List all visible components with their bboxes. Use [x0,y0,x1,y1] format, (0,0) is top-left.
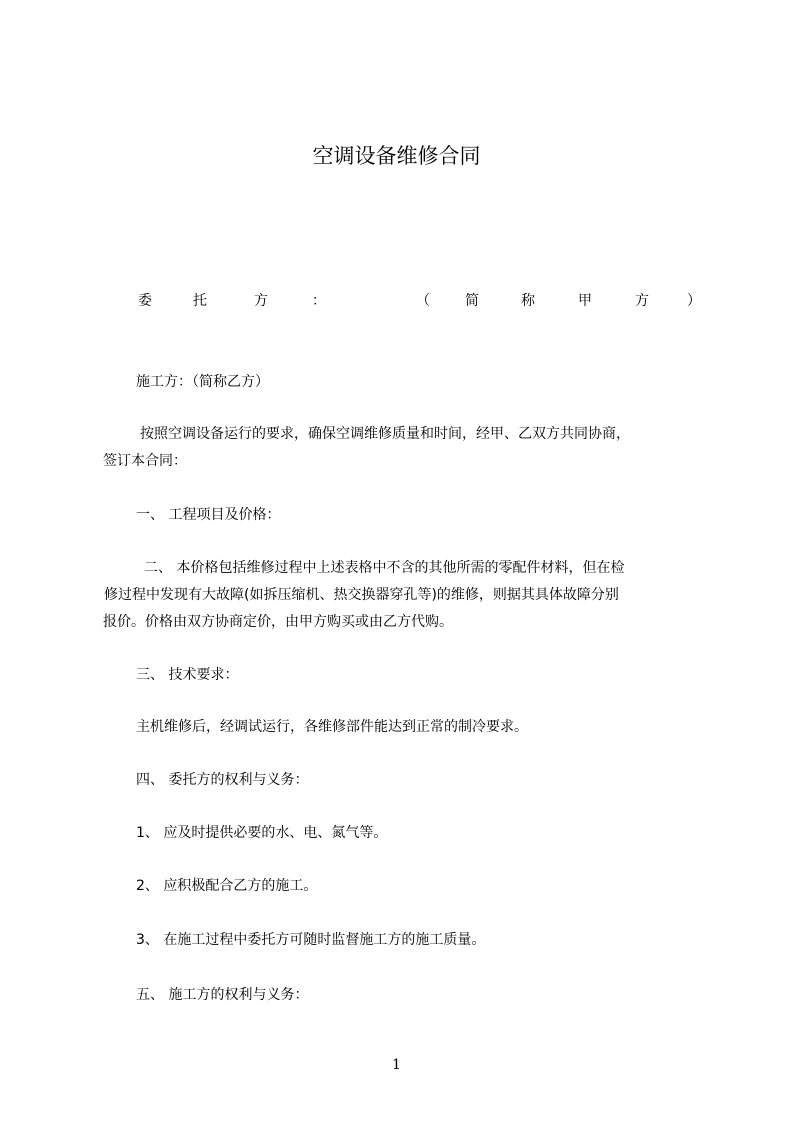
section-heading: 三、 技术要求： [136,667,239,683]
party-a-char: 托 [193,293,207,309]
intro-paragraph-line: 按照空调设备运行的要求，确保空调维修质量和时间，经甲、乙双方共同协商， [140,426,630,442]
section-paragraph-line: 修过程中发现有大故障(如拆压缩机、热交换器穿孔等)的维修，则据其具体故障分别 [104,587,619,603]
party-a-char: 称 [521,293,535,309]
section-heading: 五、 施工方的权利与义务： [136,987,309,1003]
party-a-char: ： [312,293,326,309]
list-item: 1、 应及时提供必要的水、电、氮气等。 [136,825,388,841]
party-a-line [136,291,704,311]
body-text: 主机维修后，经调试运行，各维修部件能达到正常的制冷要求。 [136,719,528,735]
section-heading: 一、 工程项目及价格： [136,507,281,523]
page-number: 1 [392,1057,401,1073]
party-a-char: 方 [635,293,649,309]
list-item: 3、 在施工过程中委托方可随时监督施工方的施工质量。 [136,932,486,948]
section-paragraph-line: 二、 本价格包括维修过程中上述表格中不含的其他所需的零配件材料，但在检 [144,560,625,576]
intro-paragraph-line: 签订本合同： [103,453,187,469]
party-a-char: 甲 [578,293,592,309]
party-b-line: 施工方：（简称乙方） [136,374,269,390]
document-title: 空调设备维修合同 [312,144,481,168]
list-item: 2、 应积极配合乙方的施工。 [136,878,318,894]
party-a-char: 方 [254,293,268,309]
party-a-char: （ [416,293,430,309]
party-a-char: ） [687,293,701,309]
section-paragraph-line: 报价。价格由双方协商定价，由甲方购买或由乙方代购。 [103,614,453,630]
party-a-char: 简 [465,293,479,309]
party-a-char: 委 [138,293,152,309]
section-heading: 四、 委托方的权利与义务： [136,772,309,788]
